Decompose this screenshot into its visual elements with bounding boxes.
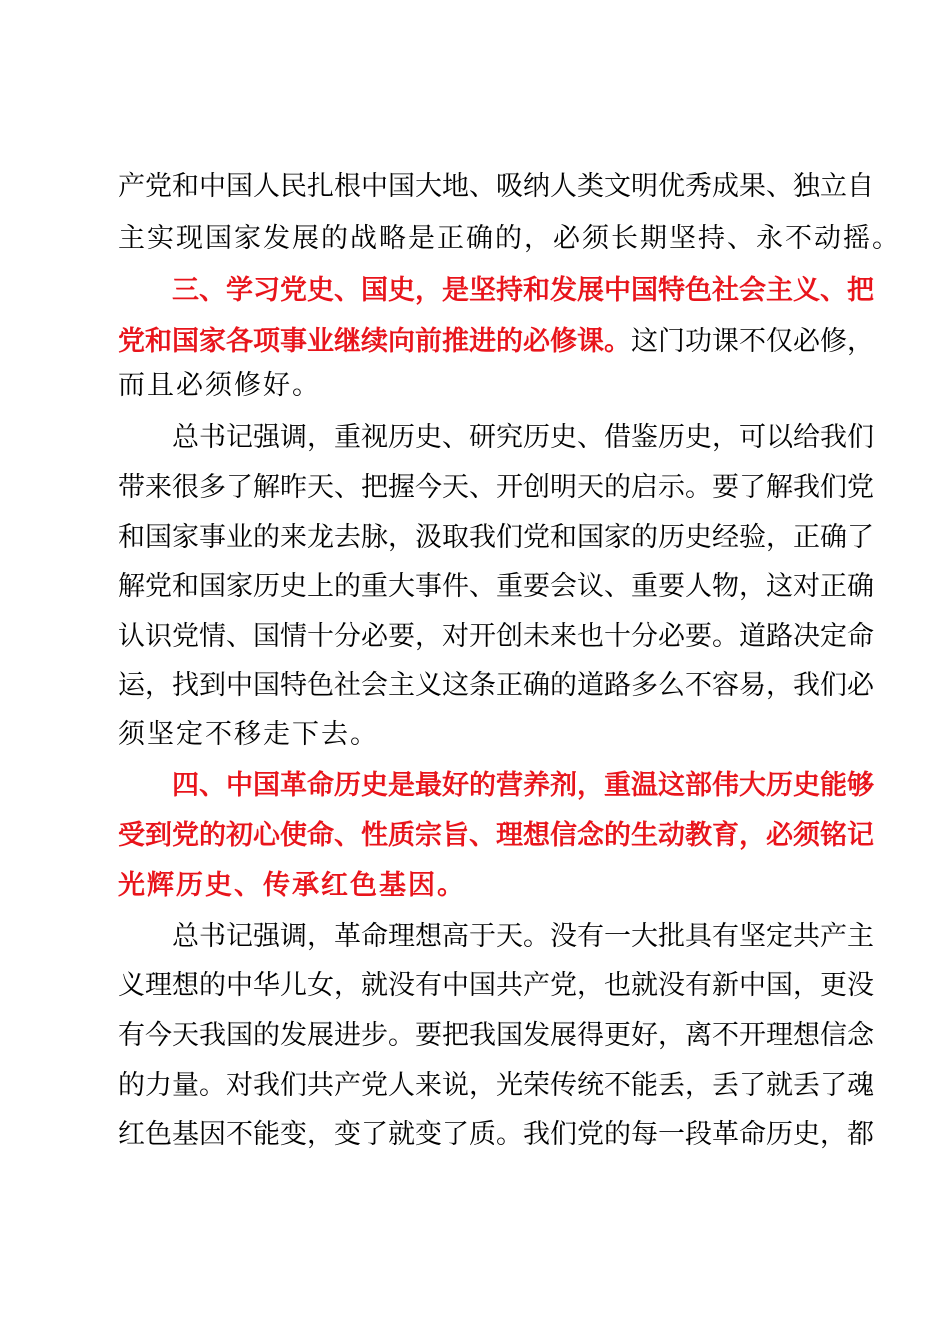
section-heading-4-end: 光辉历史、传承红色基因。 xyxy=(118,870,466,901)
paragraph-start: 总书记强调，重视历史、研究历史、借鉴历史，可以给我们 xyxy=(172,422,874,453)
text-line: 和国家事业的来龙去脉，汲取我们党和国家的历史经验，正确了 xyxy=(118,522,874,553)
section-heading-4: 四、中国革命历史是最好的营养剂，重温这部伟大历史能够 xyxy=(172,770,874,801)
text-line: 红色基因不能变，变了就变了质。我们党的每一段革命历史，都 xyxy=(118,1119,874,1150)
text-line: 带来很多了解昨天、把握今天、开创明天的启示。要了解我们党 xyxy=(118,472,874,503)
text-line: 运，找到中国特色社会主义这条正确的道路多么不容易，我们必 xyxy=(118,670,874,701)
text-line: 产党和中国人民扎根中国大地、吸纳人类文明优秀成果、独立自 xyxy=(118,171,874,202)
section-heading-3: 三、学习党史、国史，是坚持和发展中国特色社会主义、把 xyxy=(172,275,874,306)
section-heading-4-cont: 受到党的初心使命、性质宗旨、理想信念的生动教育，必须铭记 xyxy=(118,820,874,851)
text-line: 解党和国家历史上的重大事件、重要会议、重要人物，这对正确 xyxy=(118,571,874,602)
paragraph-start: 总书记强调，革命理想高于天。没有一大批具有坚定共产主 xyxy=(172,921,874,952)
text-line: 义理想的中华儿女，就没有中国共产党，也就没有新中国，更没 xyxy=(118,970,874,1001)
text-line: 须坚定不移走下去。 xyxy=(118,719,379,750)
text-line: 主实现国家发展的战略是正确的，必须长期坚持、永不动摇。 xyxy=(118,223,901,254)
text-line: 认识党情、国情十分必要，对开创未来也十分必要。道路决定命 xyxy=(118,621,874,652)
section-heading-3-cont: 党和国家各项事业继续向前推进的必修课。 xyxy=(118,326,631,357)
text-line: 有今天我国的发展进步。要把我国发展得更好，离不开理想信念 xyxy=(118,1020,874,1051)
text-line: 的力量。对我们共产党人来说，光荣传统不能丢，丢了就丢了魂 xyxy=(118,1070,874,1101)
text-span: 这门功课不仅必修， xyxy=(631,326,874,357)
text-line: 而且必须修好。 xyxy=(118,370,321,401)
text-line-mixed xyxy=(118,322,874,362)
